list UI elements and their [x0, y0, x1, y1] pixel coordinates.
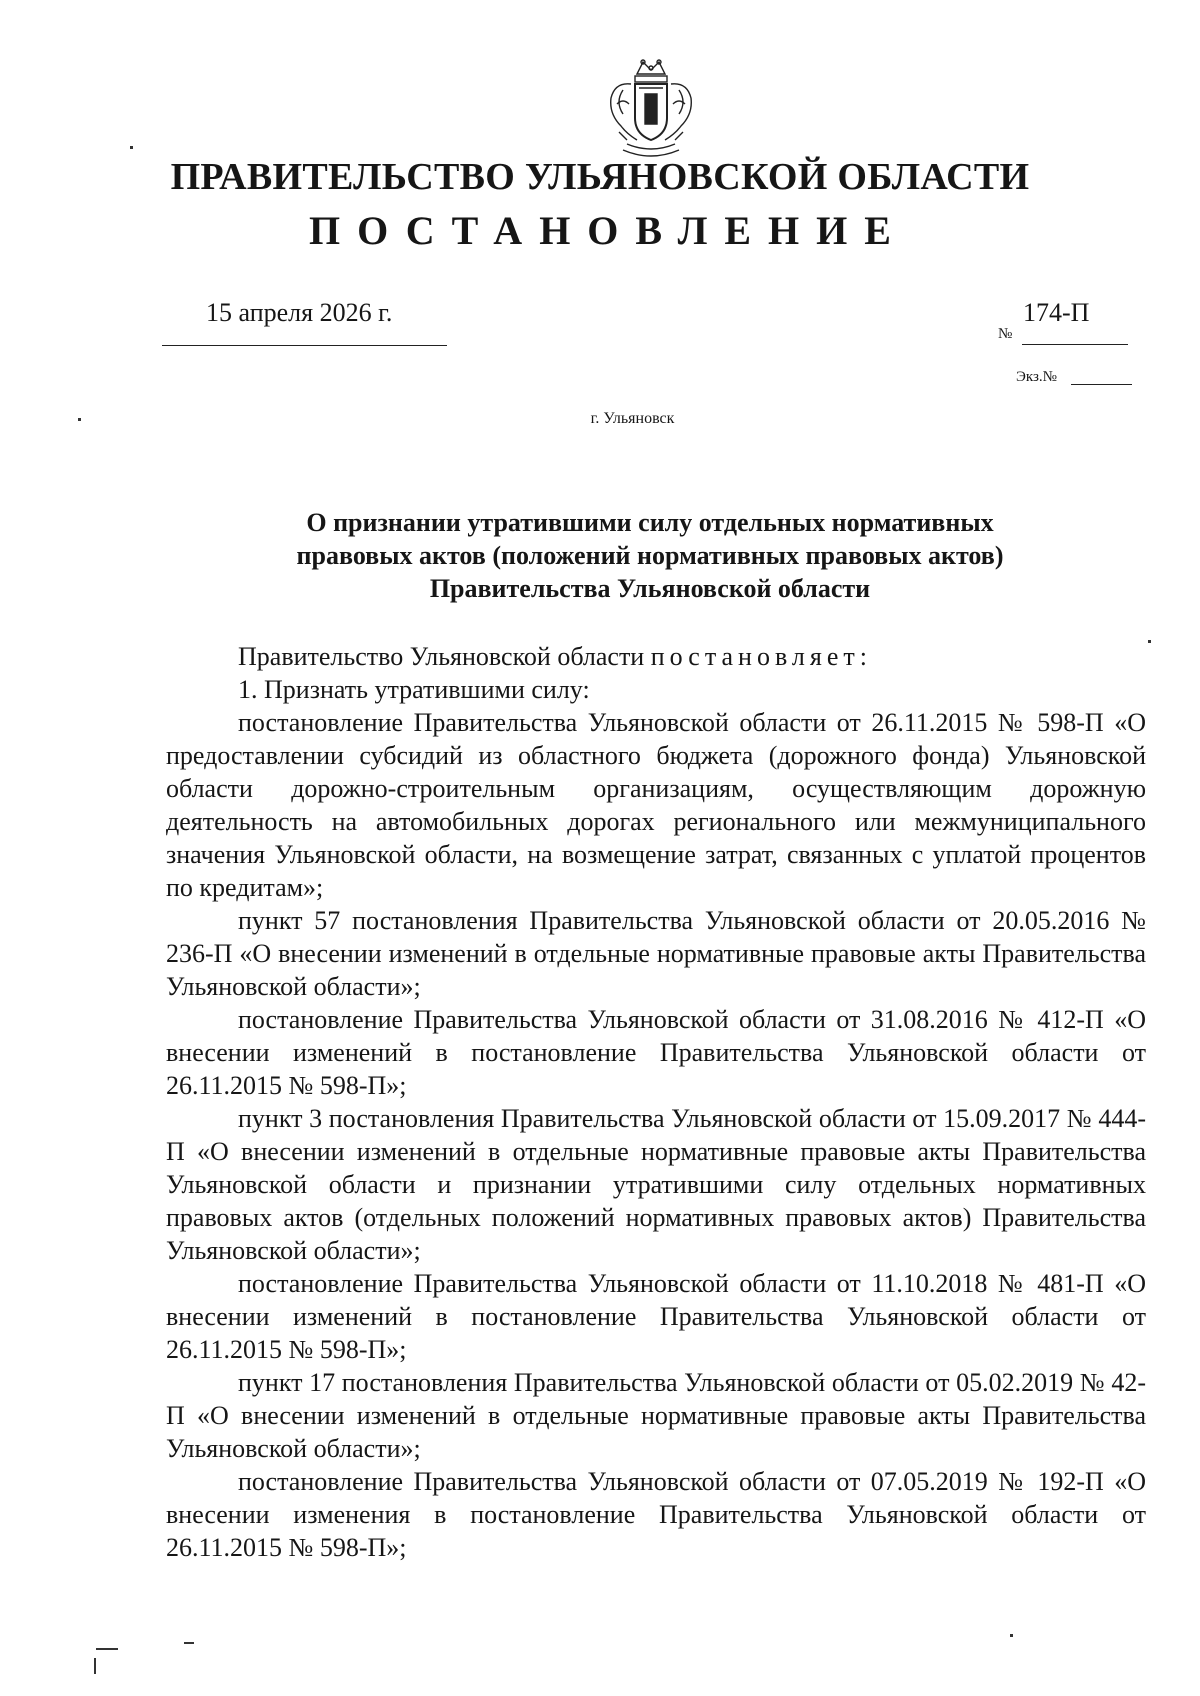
repealed-entry: пункт 3 постановления Правительства Ульяновской области от 15.09.2017 № 444-П «О внесении изменений в отдельные нормативные правовые акты Правительства Ульяновской области и признании утратившими силу отдельных нормативных правовых актов (отдельных положений нормативных правовых актов) Правительства Ульяновской области»;	[166, 1104, 1146, 1265]
title-line-2: правовых актов (положений нормативных правовых актов)	[296, 541, 1004, 570]
title-line-3: Правительства Ульяновской области	[429, 574, 871, 603]
scan-speck	[1010, 1634, 1013, 1637]
repealed-entry: постановление Правительства Ульяновской области от 31.08.2016 № 412-П «О внесении изменений в постановление Правительства Ульяновской области от 26.11.2015 № 598-П»;	[166, 1005, 1146, 1100]
preamble-verb: постановляет	[650, 642, 860, 671]
title-line-1: О признании утратившими силу отдельных нормативных	[306, 508, 994, 537]
document-title	[170, 506, 1130, 605]
city-name: г. Ульяновск	[590, 410, 675, 427]
preamble-start: Правительство Ульяновской области	[238, 642, 651, 671]
copy-number-label: Экз.№	[1016, 369, 1057, 385]
scan-speck	[94, 1658, 96, 1674]
scan-speck	[184, 1642, 194, 1644]
repealed-entry: постановление Правительства Ульяновской области от 26.11.2015 № 598-П «О предоставлении субсидий из областного бюджета (дорожного фонда) Ульяновской области дорожно-строительным организациям, осуществляющим дорожную деятельность на автомобильных дорогах регионального или межмуниципального значения Ульяновской области, на возмещение затрат, связанных с уплатой процентов по кредитам»;	[166, 708, 1146, 902]
scan-speck	[78, 418, 81, 421]
document-body	[166, 640, 1146, 1564]
coat-of-arms-emblem	[593, 54, 709, 162]
government-name: ПРАВИТЕЛЬСТВО УЛЬЯНОВСКОЙ ОБЛАСТИ	[170, 156, 1030, 198]
repealed-entry: постановление Правительства Ульяновской области от 11.10.2018 № 481-П «О внесении изменений в постановление Правительства Ульяновской области от 26.11.2015 № 598-П»;	[166, 1269, 1146, 1364]
document-type: ПОСТАНОВЛЕНИЕ	[309, 208, 908, 253]
item-1: 1. Признать утратившими силу:	[238, 675, 590, 704]
repealed-entry: постановление Правительства Ульяновской области от 07.05.2019 № 192-П «О внесении изменения в постановление Правительства Ульяновской области от 26.11.2015 № 598-П»;	[166, 1467, 1146, 1562]
document-number: 174-П	[1023, 298, 1090, 327]
number-underline	[1022, 344, 1128, 345]
scan-speck	[130, 146, 133, 149]
repealed-entry: пункт 17 постановления Правительства Ульяновской области от 05.02.2019 № 42-П «О внесении изменений в отдельные нормативные правовые акты Правительства Ульяновской области»;	[166, 1368, 1146, 1463]
preamble-end: :	[859, 642, 867, 671]
scan-speck	[1148, 640, 1151, 643]
document-date: 15 апреля 2026 г.	[206, 298, 393, 327]
scan-speck	[96, 1648, 118, 1650]
repealed-entry: пункт 57 постановления Правительства Ульяновской области от 20.05.2016 № 236-П «О внесении изменений в отдельные нормативные правовые акты Правительства Ульяновской области»;	[166, 906, 1146, 1001]
number-label: №	[998, 326, 1013, 342]
date-underline	[162, 345, 447, 346]
preamble	[166, 640, 1146, 673]
copy-number-underline	[1071, 384, 1132, 385]
